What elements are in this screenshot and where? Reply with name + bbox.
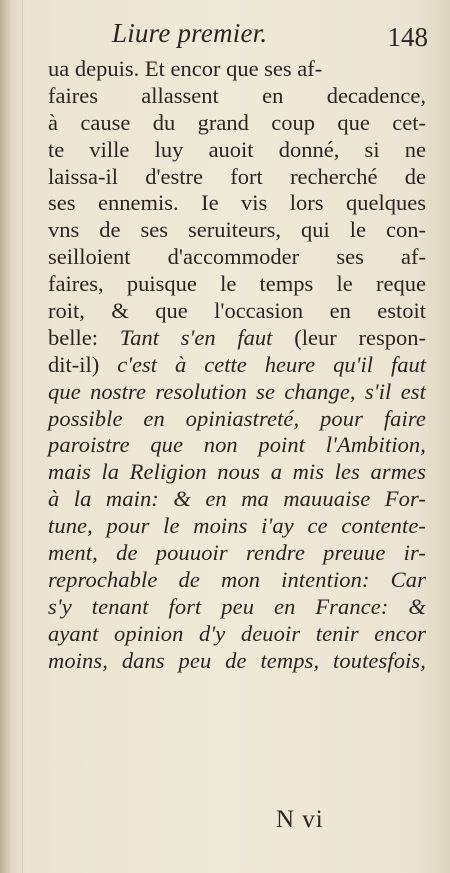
text-line: te ville luy auoit donné, si ne: [48, 136, 426, 162]
page-header: [0, 14, 450, 50]
running-title: Liure premier.: [112, 18, 268, 48]
italic-line: moins, dans peu de temps, toutesfois,: [48, 647, 426, 673]
italic-segment: c'est à cette heure qu'il faut: [117, 351, 426, 377]
text-line: laissa-il d'estre fort recherché de: [48, 163, 426, 189]
margin-rule: [22, 0, 23, 873]
text-line: faires, puisque le temps le reque: [48, 271, 426, 297]
italic-line: ment, de pouuoir rendre preuue ir-: [48, 540, 426, 566]
page-gutter: [0, 0, 12, 873]
text-line: faires allassent en decadence,: [48, 82, 426, 108]
italic-line: reprochable de mon intention: Car: [48, 566, 426, 592]
italic-line: ayant opinion d'y deuoir tenir encor: [48, 620, 426, 646]
text-line: [48, 325, 426, 352]
text-line: [48, 352, 426, 379]
text-line: ua depuis. Et encor que ses af-: [48, 56, 323, 81]
italic-line: mais la Religion nous a mis les armes: [48, 459, 426, 485]
text-line: ses ennemis. Ie vis lors quelques: [48, 190, 426, 216]
italic-segment: Tant s'en faut: [119, 324, 273, 350]
italic-line: tune, pour le moins i'ay ce contente-: [48, 513, 426, 539]
text-line: vns de ses seruiteurs, qui le con-: [48, 217, 426, 243]
italic-line: possible en opiniastreté, pour faire: [48, 405, 426, 431]
page-number: 148: [387, 22, 428, 52]
text-line: roit, & que l'occasion en estoit: [48, 298, 426, 324]
italic-line: à la main: & en ma mauuaise For-: [48, 486, 426, 512]
signature-mark: N vi: [276, 806, 324, 833]
text-segment: dit-il): [48, 351, 118, 377]
text-line: seilloient d'accommoder ses af-: [48, 244, 426, 270]
italic-line: s'y tenant fort peu en France: &: [48, 593, 426, 619]
text-segment: (leur respon-: [272, 324, 427, 350]
italic-line: que nostre resolution se change, s'il est: [48, 378, 426, 404]
text-line: à cause du grand coup que cet-: [48, 109, 426, 135]
body-text: [48, 56, 426, 674]
text-segment: belle:: [48, 324, 120, 350]
italic-line: paroistre que non point l'Ambition,: [48, 432, 426, 458]
